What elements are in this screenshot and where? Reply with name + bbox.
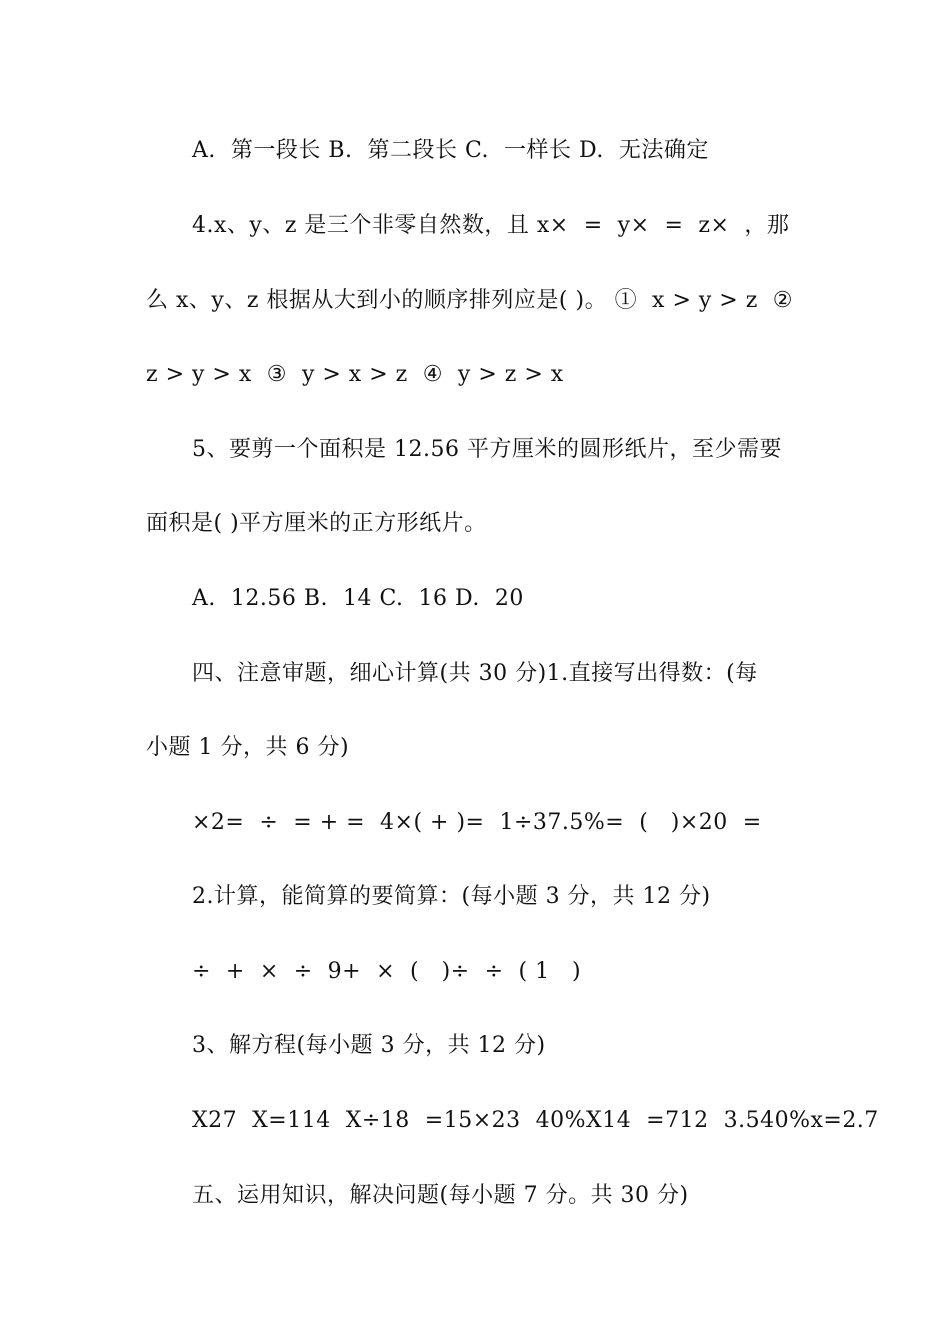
- section-5-heading: 五、运用知识，解决问题(每小题 7 分。共 30 分): [192, 1183, 689, 1208]
- q5-options: A. 12.56 B. 14 C. 16 D. 20: [192, 586, 524, 611]
- calc-heading: 2.计算，能简算的要简算：(每小题 3 分，共 12 分): [192, 884, 711, 909]
- q4-text-line-3: z > y > x ③ y > x > z ④ y > z > x: [146, 362, 564, 387]
- section-4-heading-line-2: 小题 1 分，共 6 分): [146, 735, 350, 760]
- mental-math-problems: ×2= ÷ = + = 4×( + )= 1÷37.5%= ( )×20 =: [192, 810, 762, 835]
- q5-text-line-1: 5、要剪一个面积是 12.56 平方厘米的圆形纸片，至少需要: [192, 437, 782, 462]
- equations: X27 X=114 X÷18 =15×23 40%X14 =712 3.540%x=2.7: [192, 1108, 879, 1133]
- section-4-heading-line-1: 四、注意审题，细心计算(共 30 分)1.直接写出得数：(每: [192, 661, 758, 686]
- q3-options: A. 第一段长 B. 第二段长 C. 一样长 D. 无法确定: [192, 138, 709, 163]
- equations-heading: 3、解方程(每小题 3 分，共 12 分): [192, 1033, 546, 1058]
- q5-text-line-2: 面积是( )平方厘米的正方形纸片。: [146, 511, 487, 536]
- q4-text-line-2: 么 x、y、z 根据从大到小的顺序排列应是( )。 ① x > y > z ②: [146, 288, 794, 313]
- q4-text-line-1: 4.x、y、z 是三个非零自然数，且 x× = y× = z× ，那: [192, 213, 790, 238]
- calc-problems: ÷ + × ÷ 9+ × ( )÷ ÷ ( 1 ): [192, 959, 582, 984]
